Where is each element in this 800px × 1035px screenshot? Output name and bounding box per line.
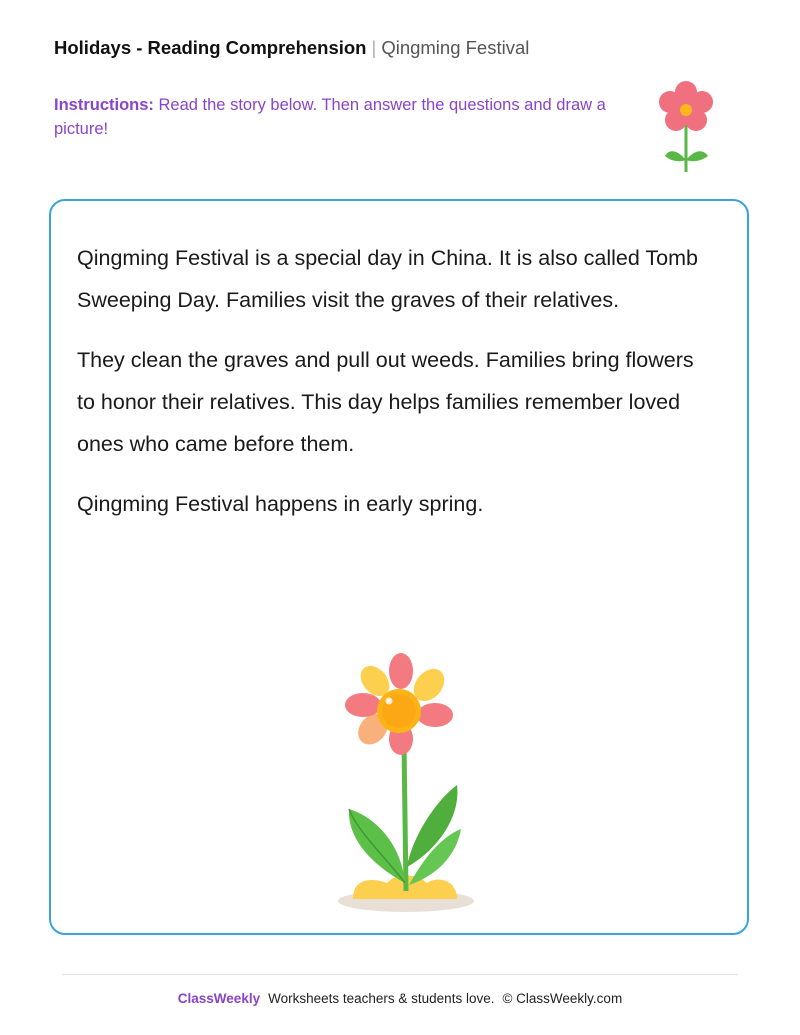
footer <box>0 990 800 1008</box>
worksheet-title: Holidays - Reading Comprehension <box>54 37 367 58</box>
pink-flower-icon <box>648 72 724 176</box>
title-separator: | <box>371 37 377 58</box>
story-text <box>77 237 717 543</box>
footer-copyright: © ClassWeekly.com <box>502 991 623 1006</box>
footer-divider <box>62 974 738 975</box>
footer-brand: ClassWeekly <box>177 991 261 1006</box>
story-box <box>49 199 749 935</box>
story-paragraph-3: Qingming Festival happens in early spring. <box>77 492 484 516</box>
story-paragraph-1: Qingming Festival is a special day in China. It is also called Tomb Sweeping Day. Families visit the graves of their relatives. <box>77 246 699 312</box>
story-paragraph-2: They clean the graves and pull out weeds. Families bring flowers to honor their relatives. This day helps families remember loved ones who came before them. <box>77 348 694 456</box>
worksheet-subtitle: Qingming Festival <box>381 37 530 58</box>
page-header <box>54 36 529 60</box>
instructions <box>54 93 614 141</box>
instructions-text: Read the story below. Then answer the questions and draw a picture! <box>54 96 606 138</box>
footer-tagline: Worksheets teachers & students love. <box>268 991 495 1006</box>
flower-illustration <box>331 653 481 915</box>
instructions-label: Instructions: <box>54 96 154 114</box>
